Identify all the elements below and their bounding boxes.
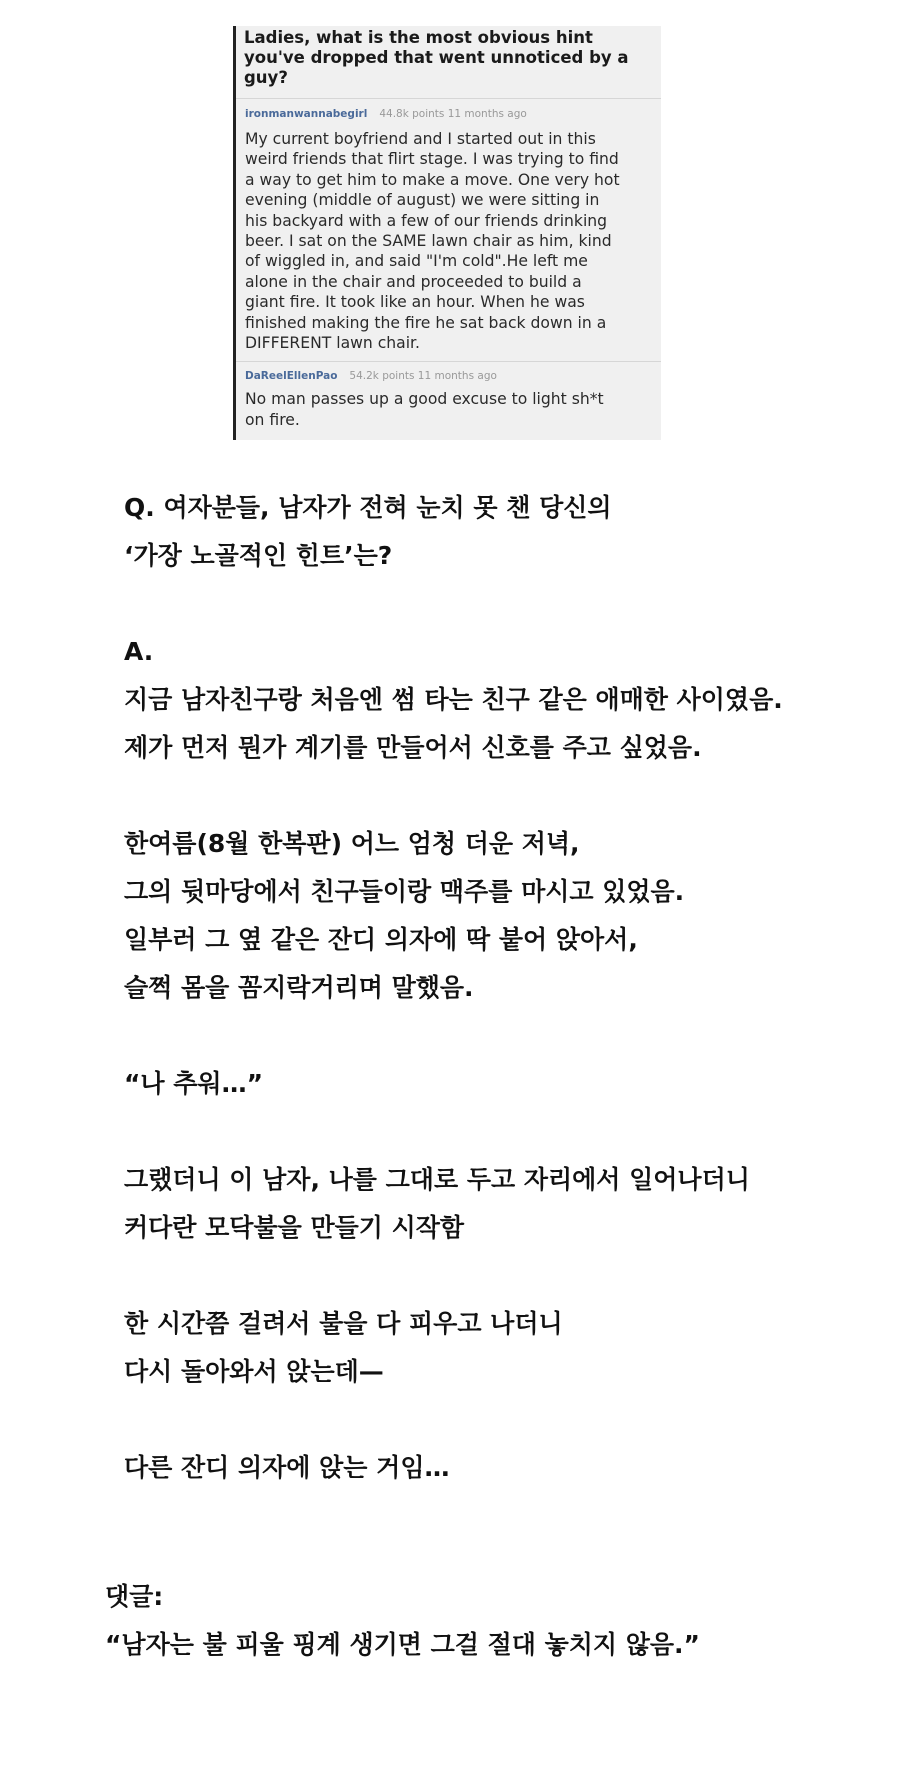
korean-translation <box>124 484 884 1492</box>
comment-line: beer. I sat on the SAME lawn chair as him, kind <box>245 232 612 251</box>
paragraph-line: 다시 돌아와서 앉는데— <box>124 1357 384 1386</box>
comment-body <box>236 121 661 353</box>
reply-username: DaReelEllenPao <box>245 370 338 383</box>
question-line: Q. 여자분들, 남자가 전혀 눈치 못 챈 당신의 <box>124 493 612 522</box>
paragraph-line: 다른 잔디 의자에 앉는 거임… <box>124 1453 450 1482</box>
comment-line: finished making the fire he sat back down in a <box>245 313 607 332</box>
answer-label: A. <box>124 637 154 666</box>
paragraph-line: 커다란 모닥불을 만들기 시작함 <box>124 1213 465 1242</box>
reply-points-time: 54.2k points 11 months ago <box>349 370 497 383</box>
comment-points-time: 44.8k points 11 months ago <box>379 108 527 120</box>
comment-meta <box>236 99 661 121</box>
comment-line: weird friends that flirt stage. I was trying to find <box>245 150 619 169</box>
paragraph-line: 한여름(8월 한복판) 어느 엄청 더운 저녁, <box>124 829 580 858</box>
comment-username: ironmanwannabegirl <box>245 108 368 120</box>
comment-line: DIFFERENT lawn chair. <box>245 334 420 353</box>
comment-line: alone in the chair and proceeded to build a <box>245 272 582 291</box>
reply-body <box>236 383 661 430</box>
paragraph-line: 제가 먼저 뭔가 계기를 만들어서 신호를 주고 싶었음. <box>124 733 702 762</box>
reply-line: on fire. <box>245 410 300 429</box>
reddit-screenshot <box>233 26 661 440</box>
comment-line: My current boyfriend and I started out in this <box>245 130 596 148</box>
comment-line: giant fire. It took like an hour. When he was <box>245 293 585 312</box>
paragraph-line: 그의 뒷마당에서 친구들이랑 맥주를 마시고 있었음. <box>124 877 685 906</box>
comment-line: evening (middle of august) we were sitting in <box>245 191 600 210</box>
comment-translation <box>105 1573 885 1669</box>
comment-line: of wiggled in, and said "I'm cold".He left me <box>245 252 588 271</box>
reddit-question-title: Ladies, what is the most obvious hint you've dropped that went unnoticed by a guy? <box>244 28 629 87</box>
paragraph-line: 지금 남자친구랑 처음엔 썸 타는 친구 같은 애매한 사이였음. <box>124 685 783 714</box>
comment-line: a way to get him to make a move. One very hot <box>245 170 620 189</box>
reply-line: No man passes up a good excuse to light sh*t <box>245 390 604 409</box>
reply-meta <box>236 362 661 383</box>
paragraph-line: 일부러 그 옆 같은 잔디 의자에 딱 붙어 앉아서, <box>124 925 638 954</box>
paragraph-line: 슬쩍 몸을 꼼지락거리며 말했음. <box>124 973 474 1002</box>
question-line: ‘가장 노골적인 힌트’는? <box>124 541 393 570</box>
comment-label: 댓글: <box>105 1582 164 1611</box>
comment-line: his backyard with a few of our friends drinking <box>245 211 608 230</box>
paragraph-line: 한 시간쯤 걸려서 불을 다 피우고 나더니 <box>124 1309 563 1338</box>
reply <box>236 361 661 430</box>
paragraph-line: 그랬더니 이 남자, 나를 그대로 두고 자리에서 일어나더니 <box>124 1165 750 1194</box>
quote-line: “나 추워…” <box>124 1069 264 1098</box>
comment-text: “남자는 불 피울 핑계 생기면 그걸 절대 놓치지 않음.” <box>105 1630 700 1659</box>
